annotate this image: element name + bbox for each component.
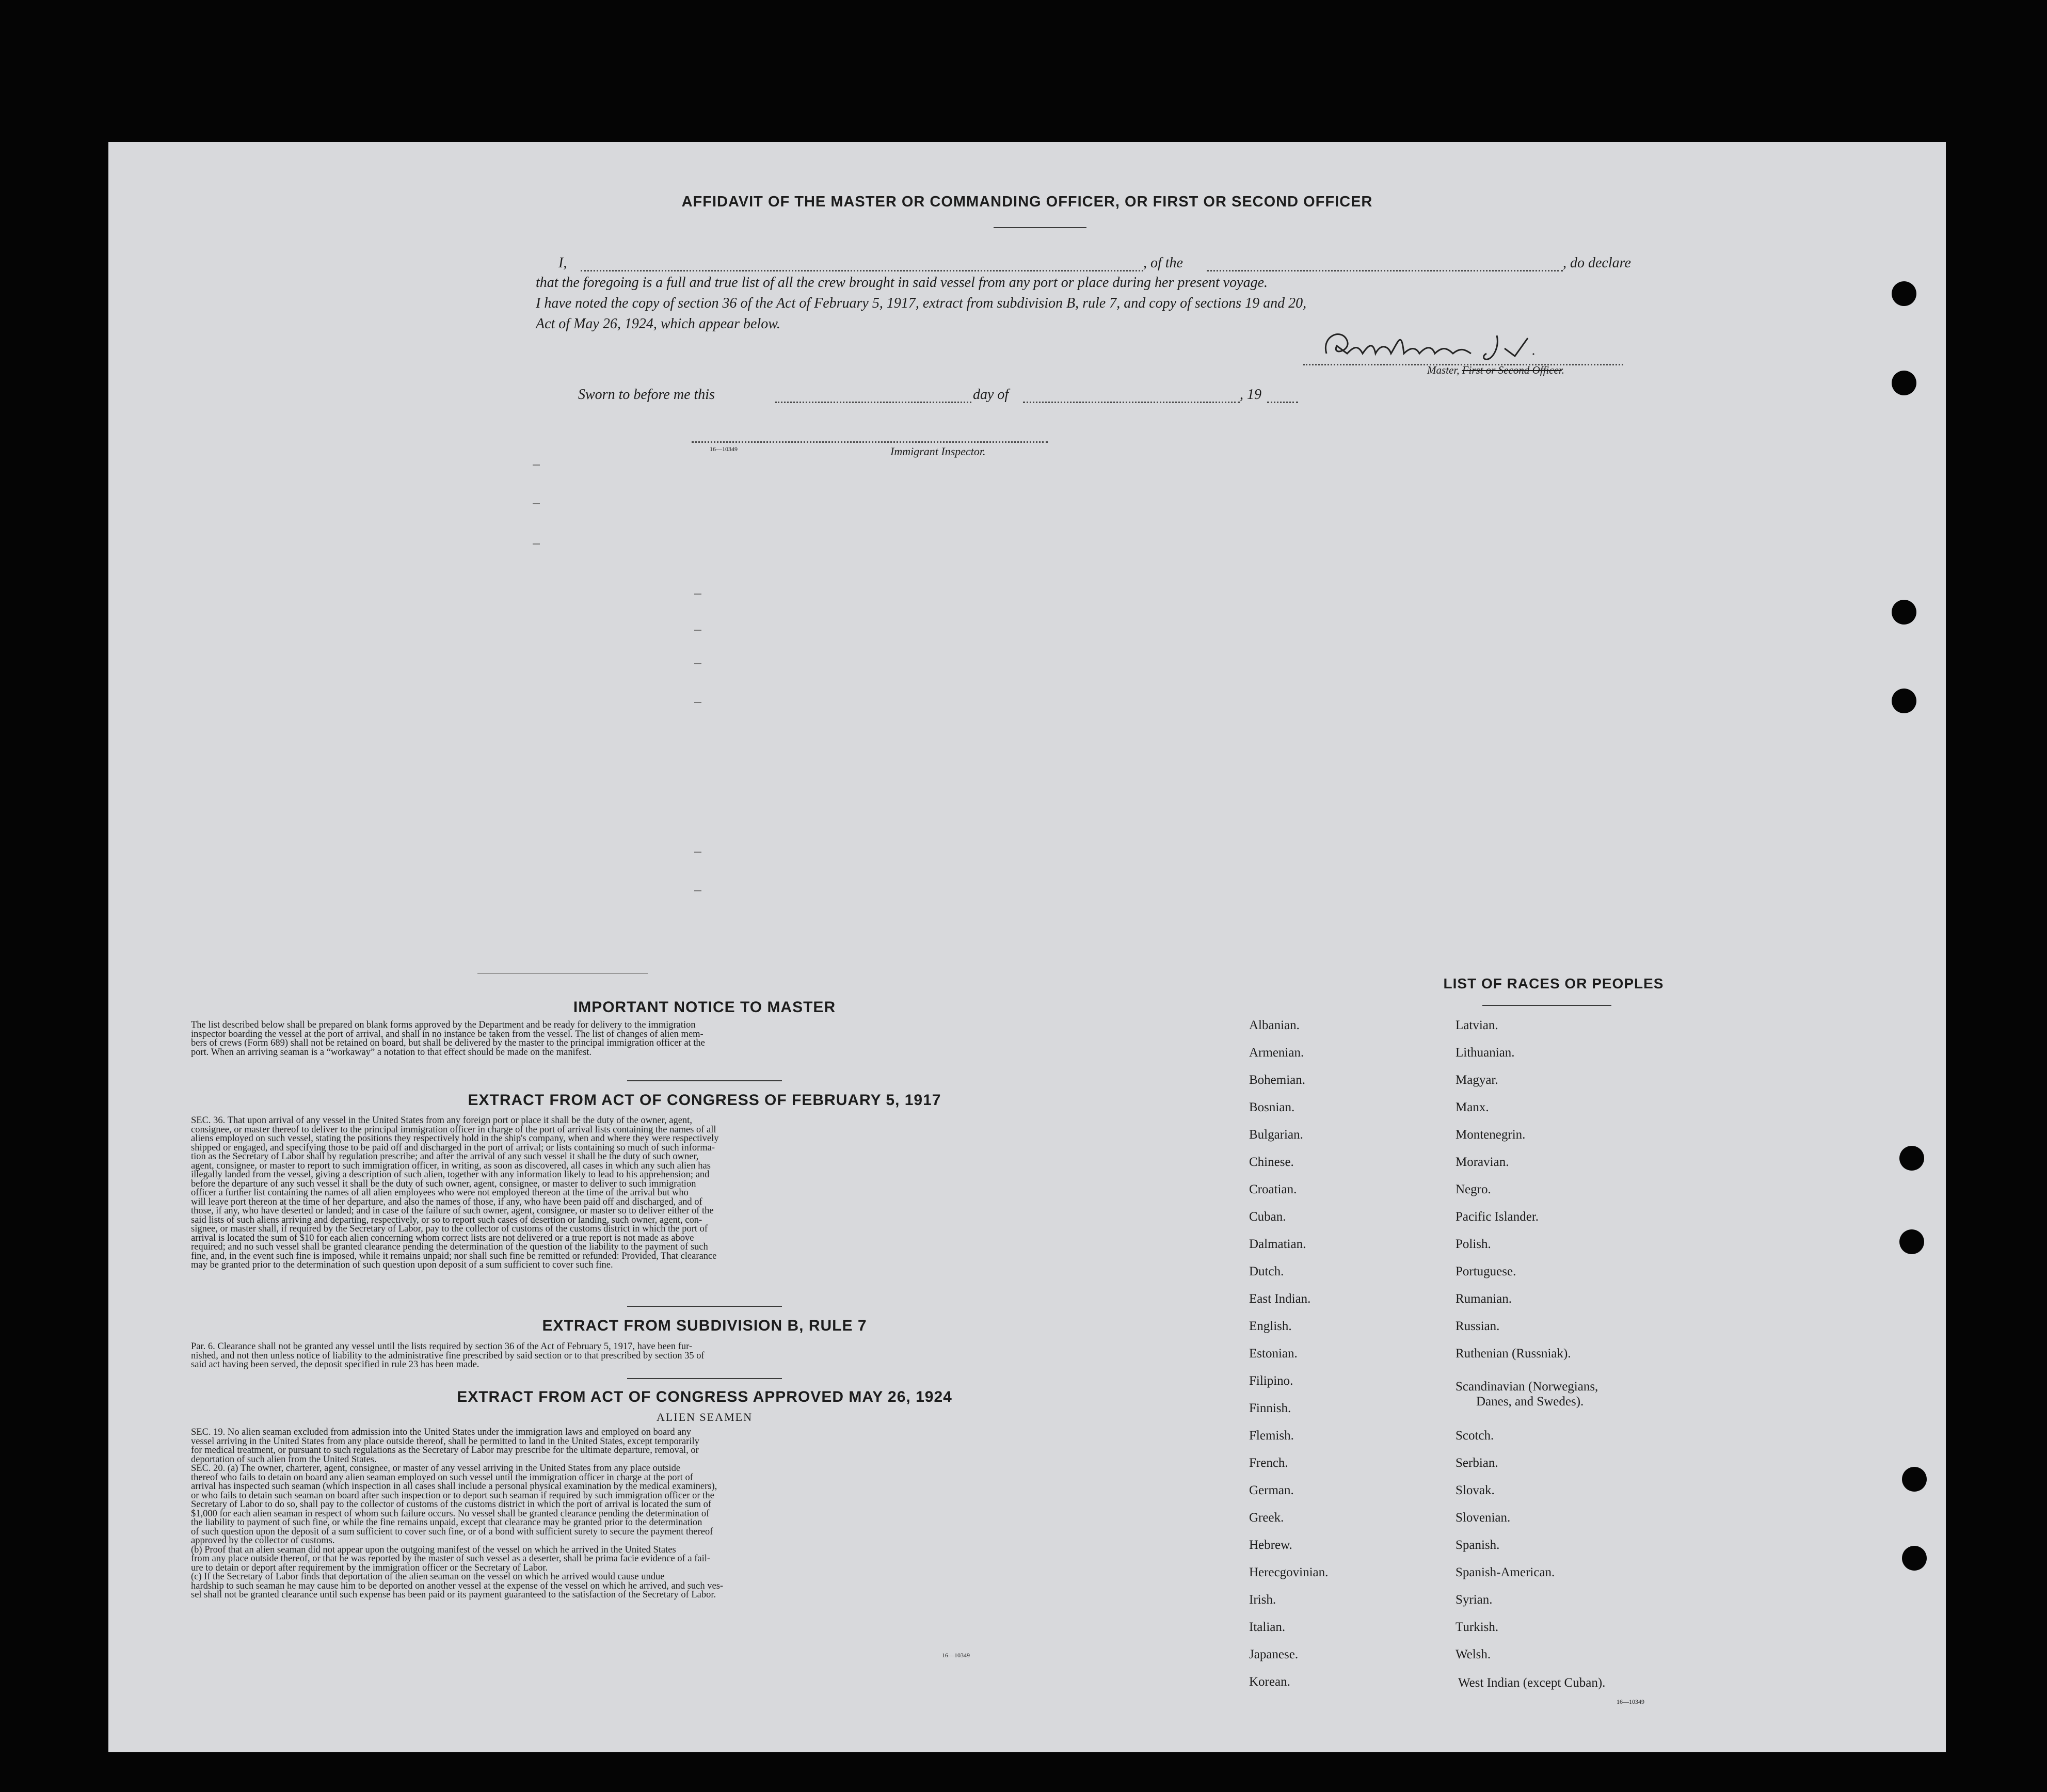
race-item: Ruthenian (Russniak). xyxy=(1456,1347,1571,1361)
scan-mark xyxy=(694,890,701,891)
signature-caption: Master, First or Second Officer. xyxy=(1427,364,1564,376)
affidavit-do-declare: , do declare xyxy=(1563,255,1631,271)
extract-rule7-divider xyxy=(627,1378,782,1379)
race-item: Negro. xyxy=(1456,1182,1491,1196)
binder-hole xyxy=(1892,600,1916,625)
binder-hole xyxy=(1892,689,1916,713)
year-label: , 19 xyxy=(1240,387,1261,403)
race-item: Flemish. xyxy=(1249,1429,1294,1443)
race-item: Pacific Islander. xyxy=(1456,1210,1539,1224)
race-item: Slovenian. xyxy=(1456,1511,1511,1525)
race-item: Spanish-American. xyxy=(1456,1565,1555,1579)
affidavit-title: AFFIDAVIT OF THE MASTER OR COMMANDING OFFICER, OR FIRST OR SECOND OFFICER xyxy=(681,194,1373,210)
notice-text: The list described below shall be prepared on blank forms approved by the Department and be ready for delivery to the immigration inspector boarding the vessel at the port of arrival, and shall in no instance be taken from the vessel. The list of changes of alien mem- bers of crews (Form 689) shall not be retained on board, but shall be delivered by the master to the principal immigration officer at the port. When an arriving seaman is a “workaway” a notation to that effect should be made on the manifest. xyxy=(191,1020,705,1058)
race-item: Albanian. xyxy=(1249,1018,1300,1032)
race-item: Italian. xyxy=(1249,1620,1286,1634)
race-item: Polish. xyxy=(1456,1237,1491,1251)
affidavit-i: I, xyxy=(558,255,567,271)
race-item: Filipino. xyxy=(1249,1374,1293,1388)
notice-title: IMPORTANT NOTICE TO MASTER xyxy=(573,999,836,1016)
extract-1924-title: EXTRACT FROM ACT OF CONGRESS APPROVED MAY 26, 1924 xyxy=(457,1388,952,1405)
sworn-month-blank[interactable] xyxy=(1023,402,1240,403)
scan-mark xyxy=(694,630,701,631)
sworn-year-blank[interactable] xyxy=(1267,402,1298,403)
scan-mark xyxy=(533,503,540,504)
race-item: Dalmatian. xyxy=(1249,1237,1306,1251)
race-item: Bulgarian. xyxy=(1249,1128,1303,1142)
race-item: Welsh. xyxy=(1456,1647,1491,1661)
race-item: West Indian (except Cuban). xyxy=(1458,1676,1606,1690)
race-item: English. xyxy=(1249,1319,1292,1333)
race-item: Cuban. xyxy=(1249,1210,1286,1224)
race-item: Turkish. xyxy=(1456,1620,1499,1634)
affidavit-of-the: , of the xyxy=(1143,255,1183,271)
extract-1924-text: SEC. 19. No alien seaman excluded from admission into the United States under the immigration laws and employed on board any vessel arriving in the United States from any place outside thereof, shall be permitted to land in the United States, except temporarily for medical treatment, or pursuant to such regulations as the Secretary of Labor may prescribe for the ultimate departure, removal, or deportation of such alien from the United States. SEC. 20. (a) The owner, charterer, agent, consignee, or master of any vessel arriving in the United States from any place outside thereof who fails to detain on board any alien seaman employed on such vessel until the immigration officer in charge at the port of arrival has inspected such seaman (which inspection in all cases shall include a personal physical examination by the medical examiners), or who fails to detain such seaman on board after such inspection or to deport such seaman if required by such immigration officer or the Secretary of Labor to do so, shall pay to the collector of customs of the customs district in which the port of arrival is located the sum of $1,000 for each alien seaman in respect of whom such failure occurs. No vessel shall be granted clearance pending the determination of the liability to payment of such fine, or while the fine remains unpaid, except that clearance may be granted prior to the determination of such question upon the deposit of a sum sufficient to cover such fine, or of a bond with sufficient surety to secure the payment thereof approved by the collector of customs. (b) Proof that an alien seaman did not appear upon the outgoing manifest of the vessel on which he arrived in the United States from any place outside thereof, or that he was reported by the master of such vessel as a deserter, shall be prima facie evidence of a fail- ure to detain or deport after requirement by the immigration officer or the Secretary of Labor. (c) If the Secretary of Labor finds that deportation of the alien seaman on the vessel on which he arrived would cause undue hardship to such seaman he may cause him to be deported on another vessel at the expense of the vessel on which he arrived, and such ves- sel shall not be granted clearance until such expense has been paid or its payment guaranteed to the satisfaction of the Secretary of Labor. xyxy=(191,1427,724,1600)
binder-hole xyxy=(1899,1146,1924,1171)
scan-mark xyxy=(694,852,701,853)
race-item: Greek. xyxy=(1249,1511,1284,1525)
race-item: Hebrew. xyxy=(1249,1538,1292,1552)
binder-hole xyxy=(1892,281,1916,306)
binder-hole xyxy=(1892,371,1916,395)
race-item: Danes, and Swedes). xyxy=(1476,1395,1584,1409)
binder-hole xyxy=(1902,1467,1927,1492)
binder-hole xyxy=(1902,1546,1927,1571)
day-of-label: day of xyxy=(973,387,1009,403)
race-item: Irish. xyxy=(1249,1593,1276,1607)
race-item: Bohemian. xyxy=(1249,1073,1306,1087)
race-item: Syrian. xyxy=(1456,1593,1493,1607)
struck-first-or-second-officer: First or Second Officer xyxy=(1462,364,1562,376)
race-item: Latvian. xyxy=(1456,1018,1498,1032)
extract-1924-subtitle: ALIEN SEAMEN xyxy=(657,1411,753,1423)
affidavit-body-line-1: that the foregoing is a full and true list of all the crew brought in said vessel from any port or place during her present voyage. xyxy=(536,275,1268,291)
inspector-signature-line xyxy=(692,441,1048,443)
race-item: Magyar. xyxy=(1456,1073,1498,1087)
document-sheet xyxy=(108,142,1946,1752)
race-item: Lithuanian. xyxy=(1456,1046,1515,1060)
extract-1917-text: SEC. 36. That upon arrival of any vessel in the United States from any foreign port or place it shall be the duty of the owner, agent, consignee, or master thereof to deliver to the principal immigration officer in charge of the port of arrival lists containing the names of all aliens employed on such vessel, stating the positions they respectively hold in the ship's company, when and where they were respectively shipped or engaged, and specifying those to be paid off and discharged in the port of arrival; or lists containing so much of such informa- tion as the Secretary of Labor shall by regulation prescribe; and after the arrival of any such vessel it shall be the duty of such owner, agent, consignee, or master to report to such immigration officer, in writing, as soon as discovered, all cases in which any such alien has illegally landed from the vessel, giving a description of such alien, together with any information likely to lead to his apprehension; and before the departure of any such vessel it shall be the duty of such owner, agent, consignee, or master to deliver to such immigration officer a further list containing the names of all alien employees who were not employed thereon at the time of the arrival but who will leave port thereon at the time of her departure, and also the names of those, if any, who have been paid off and discharged, and of those, if any, who have deserted or landed; and in case of the failure of such owner, agent, consignee, or master so to deliver either of the said lists of such aliens arriving and departing, respectively, or so to report such cases of desertion or landing, such owner, agent, con- signee, or master shall, if required by the Secretary of Labor, pay to the collector of customs of the customs district in which the port of arrival is located the sum of $10 for each alien concerning whom correct lists are not delivered or a true report is not made as above required; and no such vessel shall be granted clearance pending the determination of the question of the liability to the payment of such fine, and, in the event such fine is imposed, while it remains unpaid; nor shall such fine be remitted or refunded: Provided, That clearance may be granted prior to the determination of such question upon deposit of a sum sufficient to cover such fine. xyxy=(191,1115,719,1270)
race-item: Estonian. xyxy=(1249,1347,1298,1361)
races-title: LIST OF RACES OR PEOPLES xyxy=(1443,975,1664,991)
race-item: French. xyxy=(1249,1456,1288,1470)
notice-divider xyxy=(627,1080,782,1081)
races-form-number: 16—10349 xyxy=(1617,1698,1644,1705)
races-divider xyxy=(1482,1005,1611,1006)
scan-mark xyxy=(694,594,701,595)
scan-mark xyxy=(477,973,648,974)
sworn-day-blank[interactable] xyxy=(775,402,971,403)
race-item: Korean. xyxy=(1249,1675,1290,1689)
race-item: Slovak. xyxy=(1456,1483,1495,1497)
race-item: Moravian. xyxy=(1456,1155,1509,1169)
race-item: Armenian. xyxy=(1249,1046,1304,1060)
race-item: Chinese. xyxy=(1249,1155,1294,1169)
race-item: Russian. xyxy=(1456,1319,1500,1333)
inspector-caption: Immigrant Inspector. xyxy=(890,445,986,458)
extract-form-number: 16—10349 xyxy=(942,1652,970,1659)
extract-rule7-title: EXTRACT FROM SUBDIVISION B, RULE 7 xyxy=(542,1317,867,1334)
vessel-name-blank[interactable] xyxy=(1207,270,1563,271)
affidavit-body-line-3: Act of May 26, 1924, which appear below. xyxy=(536,316,780,332)
scan-mark xyxy=(533,465,540,466)
race-item: Herecgovinian. xyxy=(1249,1565,1329,1579)
race-item: East Indian. xyxy=(1249,1292,1311,1306)
binder-hole xyxy=(1899,1229,1924,1254)
race-item: Dutch. xyxy=(1249,1265,1284,1278)
declarant-name-blank[interactable] xyxy=(581,270,1143,271)
race-item: Croatian. xyxy=(1249,1182,1297,1196)
scan-mark xyxy=(694,702,701,703)
race-item: German. xyxy=(1249,1483,1294,1497)
affidavit-form-number: 16—10349 xyxy=(710,445,738,453)
scan-mark xyxy=(533,543,540,545)
scan-mark xyxy=(694,663,701,664)
race-item: Japanese. xyxy=(1249,1647,1299,1661)
affidavit-body-line-2: I have noted the copy of section 36 of the Act of February 5, 1917, extract from subdivision B, rule 7, and copy of sections 19 and 20, xyxy=(536,295,1307,311)
race-item: Montenegrin. xyxy=(1456,1128,1526,1142)
race-item: Portuguese. xyxy=(1456,1265,1516,1278)
race-item: Rumanian. xyxy=(1456,1292,1512,1306)
sworn-label: Sworn to before me this xyxy=(578,387,715,403)
race-item: Bosnian. xyxy=(1249,1100,1295,1114)
race-item: Serbian. xyxy=(1456,1456,1498,1470)
race-item: Spanish. xyxy=(1456,1538,1500,1552)
extract-rule7-text: Par. 6. Clearance shall not be granted any vessel until the lists required by section 36 of the Act of February 5, 1917, have been fur- nished, and not then unless notice of liability to the administrative fine prescribed by said section or to that prescribed by section 35 of said act having been served, the deposit specified in rule 23 has been made. xyxy=(191,1341,705,1370)
race-item: Manx. xyxy=(1456,1100,1489,1114)
extract-1917-divider xyxy=(627,1306,782,1307)
race-item: Finnish. xyxy=(1249,1401,1291,1415)
race-item: Scotch. xyxy=(1456,1429,1494,1443)
race-item: Scandinavian (Norwegians, xyxy=(1456,1380,1598,1394)
title-divider xyxy=(994,227,1086,228)
extract-1917-title: EXTRACT FROM ACT OF CONGRESS OF FEBRUARY 5, 1917 xyxy=(468,1092,941,1109)
